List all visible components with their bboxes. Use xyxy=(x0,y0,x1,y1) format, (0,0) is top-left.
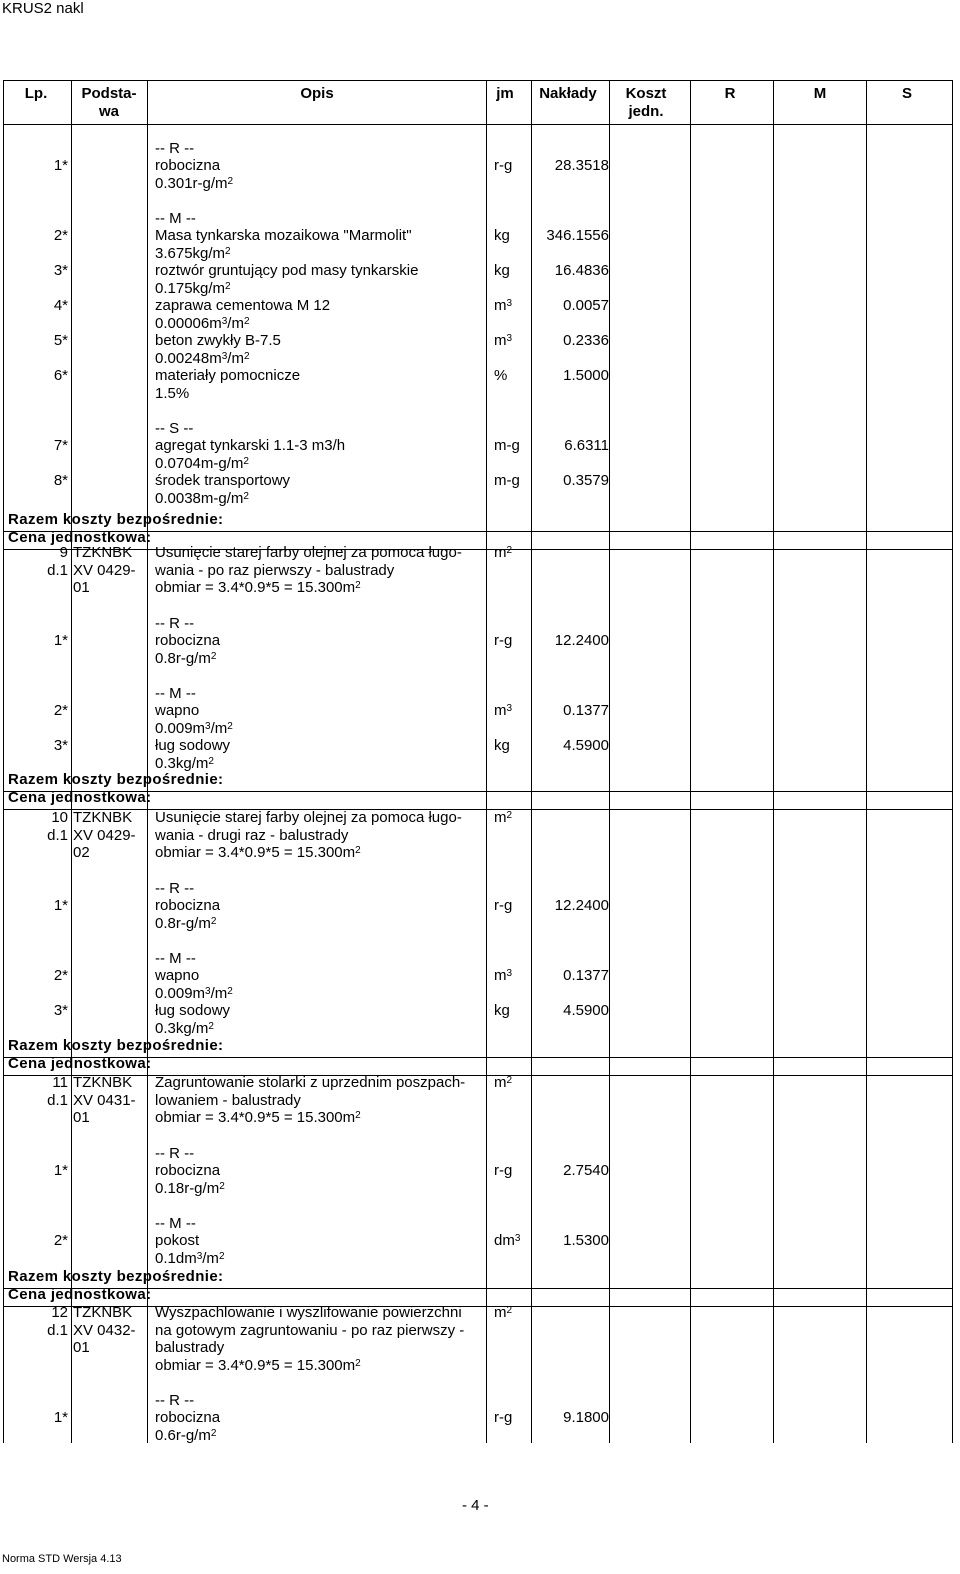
position-10-item-1-lp: 1* xyxy=(53,897,68,914)
header-koszt: Koszt xyxy=(625,85,667,102)
item-3-name: roztwór gruntujący pod masy tynkarskie xyxy=(155,262,419,279)
position-10-item-2-unit: $m^3$ xyxy=(494,967,513,984)
position-9-basis-0: TZKNBK xyxy=(73,544,133,561)
item-1-amount: 28.3518 xyxy=(554,157,609,174)
summary-cena-4: Cena jednostkowa: xyxy=(8,1285,152,1303)
position-10-number: 10 xyxy=(51,809,68,826)
position-12-basis-1: XV 0432- xyxy=(73,1321,136,1339)
item-5-unit: $m^3$ xyxy=(494,332,513,349)
item-4-norm: $0.00006m^3/m^2$ xyxy=(155,314,250,332)
item-3-unit: kg xyxy=(494,262,510,279)
position-9-item-2-name: wapno xyxy=(155,702,200,719)
position-10-desc-1: wania - drugi raz - balustrady xyxy=(155,826,349,844)
position-9-item-1-norm: $0.8r-g/m^2$ xyxy=(155,649,217,667)
item-6-amount: 1.5000 xyxy=(563,367,609,384)
position-11-item-1-norm: $0.18r-g/m^2$ xyxy=(155,1179,225,1197)
item-5-amount: 0.2336 xyxy=(563,332,609,349)
item-2-lp: 2* xyxy=(53,227,68,244)
header-bottom-border xyxy=(3,124,952,125)
position-10-item-2-name: wapno xyxy=(155,967,200,984)
position-11-item-1-unit: r-g xyxy=(494,1162,513,1179)
item-2-group-label: -- M -- xyxy=(155,209,196,227)
position-10-item-1-amount: 12.2400 xyxy=(554,897,609,914)
position-10-item-2-amount: 0.1377 xyxy=(563,967,609,984)
summary-cena-1: Cena jednostkowa: xyxy=(8,528,152,546)
position-10-obmiar: obmiar = $3.4*0.9*5 = 15.300m^2$ xyxy=(155,844,361,861)
position-9-basis-2: 01 xyxy=(73,579,90,596)
position-9-sub: d.1 xyxy=(47,561,68,579)
position-10-basis-1: XV 0429- xyxy=(73,826,136,844)
item-4-unit: $m^3$ xyxy=(494,297,513,314)
position-11-item-2-lp: 2* xyxy=(53,1232,68,1249)
header-jm: jm xyxy=(496,85,514,102)
summary-line-2-4 xyxy=(3,1306,952,1307)
item-3-norm: $0.175kg/m^2$ xyxy=(155,279,231,297)
position-10-item-2-norm: $0.009m^3/m^2$ xyxy=(155,984,233,1002)
item-5-lp: 5* xyxy=(53,332,68,349)
position-9-item-2-group-label: -- M -- xyxy=(155,684,196,702)
grid-col-2 xyxy=(147,80,148,1443)
position-12-item-1-name: robocizna xyxy=(155,1409,221,1426)
position-10-item-3-amount: 4.5900 xyxy=(563,1002,609,1019)
header-m: M xyxy=(813,85,827,102)
position-9-item-1-amount: 12.2400 xyxy=(554,632,609,649)
item-8-name: środek transportowy xyxy=(155,472,291,489)
position-9-item-3-norm: $0.3kg/m^2$ xyxy=(155,754,214,772)
grid-col-4 xyxy=(531,80,532,1443)
position-9-desc-0: Usunięcie starej farby olejnej za pomoca ługo- xyxy=(155,544,462,561)
header-podstawa: Podsta- xyxy=(81,85,137,102)
item-6-unit: % xyxy=(494,367,508,384)
grid-col-5 xyxy=(609,80,610,1443)
item-7-lp: 7* xyxy=(53,437,68,454)
document-title: KRUS2 nakl xyxy=(2,0,84,17)
position-12-sub: d.1 xyxy=(47,1321,68,1339)
summary-razem-4: Razem koszty bezpośrednie: xyxy=(8,1268,224,1285)
position-12-item-1-amount: 9.1800 xyxy=(563,1409,609,1426)
item-8-lp: 8* xyxy=(53,472,68,489)
position-9-item-2-unit: $m^3$ xyxy=(494,702,513,719)
summary-razem-1: Razem koszty bezpośrednie: xyxy=(8,511,224,528)
position-10-item-3-norm: $0.3kg/m^2$ xyxy=(155,1019,214,1037)
item-8-amount: 0.3579 xyxy=(563,472,609,489)
item-8-unit: m-g xyxy=(494,472,520,489)
position-10-item-1-unit: r-g xyxy=(494,897,513,914)
header-podstawa-2: wa xyxy=(98,103,119,120)
position-9-unit: $m^2$ xyxy=(494,544,513,561)
item-2-amount: 346.1556 xyxy=(546,227,609,244)
item-7-group-label: -- S -- xyxy=(155,419,194,437)
position-11-item-2-amount: 1.5300 xyxy=(563,1232,609,1249)
header-koszt-2: jedn. xyxy=(628,103,664,120)
position-9-item-2-norm: $0.009m^3/m^2$ xyxy=(155,719,233,737)
summary-line-2-1 xyxy=(3,549,952,550)
item-2-norm: $3.675kg/m^2$ xyxy=(155,244,231,262)
position-9-item-1-unit: r-g xyxy=(494,632,513,649)
summary-cena-3: Cena jednostkowa: xyxy=(8,1054,152,1072)
summary-razem-2: Razem koszty bezpośrednie: xyxy=(8,771,224,788)
summary-razem-3: Razem koszty bezpośrednie: xyxy=(8,1037,224,1054)
position-12-item-1-unit: r-g xyxy=(494,1409,513,1426)
item-3-lp: 3* xyxy=(53,262,68,279)
position-11-item-1-group-label: -- R -- xyxy=(155,1144,195,1162)
item-1-name: robocizna xyxy=(155,157,221,174)
header-s: S xyxy=(901,85,912,102)
position-9-item-3-unit: kg xyxy=(494,737,510,754)
position-9-item-2-lp: 2* xyxy=(53,702,68,719)
header-top-border xyxy=(3,80,952,81)
grid-col-8 xyxy=(866,80,867,1443)
position-9-item-1-group-label: -- R -- xyxy=(155,614,195,632)
item-8-norm: $0.0038m-g/m^2$ xyxy=(155,489,249,507)
item-7-name: agregat tynkarski 1.1-3 m3/h xyxy=(155,437,346,454)
item-4-amount: 0.0057 xyxy=(563,297,609,314)
position-10-item-1-norm: $0.8r-g/m^2$ xyxy=(155,914,217,932)
position-10-item-2-group-label: -- M -- xyxy=(155,949,196,967)
position-11-number: 11 xyxy=(52,1074,68,1091)
position-11-unit: $m^2$ xyxy=(494,1074,513,1091)
item-4-lp: 4* xyxy=(53,297,68,314)
position-9-item-3-name: ług sodowy xyxy=(155,737,231,754)
position-10-unit: $m^2$ xyxy=(494,809,513,826)
grid-col-9 xyxy=(952,80,953,1443)
position-10-item-1-group-label: -- R -- xyxy=(155,879,195,897)
item-1-unit: r-g xyxy=(494,157,513,174)
header-r: R xyxy=(724,85,736,102)
position-12-item-1-norm: $0.6r-g/m^2$ xyxy=(155,1426,217,1444)
position-9-item-1-name: robocizna xyxy=(155,632,221,649)
position-12-number: 12 xyxy=(51,1304,68,1321)
item-1-group-label: -- R -- xyxy=(155,139,195,157)
position-9-item-3-lp: 3* xyxy=(53,737,68,754)
summary-cena-2: Cena jednostkowa: xyxy=(8,788,152,806)
item-1-lp: 1* xyxy=(53,157,68,174)
position-9-desc-1: wania - po raz pierwszy - balustrady xyxy=(155,561,395,579)
position-11-item-2-norm: $0.1dm^3/m^2$ xyxy=(155,1249,225,1267)
item-7-amount: 6.6311 xyxy=(564,437,609,454)
position-10-item-2-lp: 2* xyxy=(53,967,68,984)
position-12-basis-2: 01 xyxy=(73,1339,90,1356)
position-11-basis-1: XV 0431- xyxy=(73,1091,136,1109)
position-11-desc-1: lowaniem - balustrady xyxy=(155,1091,301,1109)
position-10-item-1-name: robocizna xyxy=(155,897,221,914)
position-12-desc-2: balustrady xyxy=(155,1339,225,1356)
header-opis: Opis xyxy=(300,85,334,102)
item-5-name: beton zwykły B-7.5 xyxy=(155,332,281,349)
position-11-basis-0: TZKNBK xyxy=(73,1074,133,1091)
position-10-desc-0: Usunięcie starej farby olejnej za pomoca ługo- xyxy=(155,809,462,826)
item-6-norm: 1.5% xyxy=(155,384,190,402)
item-2-name: Masa tynkarska mozaikowa "Marmolit" xyxy=(155,227,412,244)
footer-version: Norma STD Wersja 4.13 xyxy=(2,1553,122,1565)
position-9-item-1-lp: 1* xyxy=(53,632,68,649)
position-11-desc-0: Zagruntowanie stolarki z uprzednim poszpach- xyxy=(155,1074,466,1091)
position-9-obmiar: obmiar = $3.4*0.9*5 = 15.300m^2$ xyxy=(155,579,361,596)
grid-col-0 xyxy=(3,80,4,1443)
position-12-basis-0: TZKNBK xyxy=(73,1304,133,1321)
position-9-item-2-amount: 0.1377 xyxy=(563,702,609,719)
position-10-item-3-name: ług sodowy xyxy=(155,1002,231,1019)
item-5-norm: $0.00248m^3/m^2$ xyxy=(155,349,250,367)
position-10-basis-0: TZKNBK xyxy=(73,809,133,826)
position-11-item-1-lp: 1* xyxy=(53,1162,68,1179)
position-11-basis-2: 01 xyxy=(73,1109,90,1126)
position-9-number: 9 xyxy=(59,544,68,561)
page-number: - 4 - xyxy=(462,1497,489,1514)
header-naklady: Nakłady xyxy=(539,85,597,102)
position-12-unit: $m^2$ xyxy=(494,1304,513,1321)
position-12-obmiar: obmiar = $3.4*0.9*5 = 15.300m^2$ xyxy=(155,1356,361,1374)
summary-line-2-2 xyxy=(3,809,952,810)
summary-line-2-3 xyxy=(3,1075,952,1076)
position-9-item-3-amount: 4.5900 xyxy=(563,737,609,754)
position-11-obmiar: obmiar = $3.4*0.9*5 = 15.300m^2$ xyxy=(155,1109,361,1126)
position-10-sub: d.1 xyxy=(47,826,68,844)
position-10-item-3-lp: 3* xyxy=(53,1002,68,1019)
position-11-item-2-unit: $dm^3$ xyxy=(494,1232,521,1249)
grid-col-1 xyxy=(71,80,72,1443)
item-6-lp: 6* xyxy=(53,367,68,384)
position-12-item-1-lp: 1* xyxy=(53,1409,68,1426)
item-6-name: materiały pomocnicze xyxy=(155,367,301,384)
position-10-basis-2: 02 xyxy=(73,844,90,861)
position-12-desc-0: Wyszpachlowanie i wyszlifowanie powierzchni xyxy=(155,1304,462,1321)
position-11-sub: d.1 xyxy=(47,1091,68,1109)
grid-col-3 xyxy=(486,80,487,1443)
position-12-desc-1: na gotowym zagruntowaniu - po raz pierwszy - xyxy=(155,1321,465,1339)
position-11-item-1-name: robocizna xyxy=(155,1162,221,1179)
position-12-item-1-group-label: -- R -- xyxy=(155,1391,195,1409)
grid-col-6 xyxy=(690,80,691,1443)
grid-col-7 xyxy=(773,80,774,1443)
item-4-name: zaprawa cementowa M 12 xyxy=(155,297,331,314)
item-7-unit: m-g xyxy=(494,437,520,454)
position-11-item-2-group-label: -- M -- xyxy=(155,1214,196,1232)
item-2-unit: kg xyxy=(494,227,510,244)
item-1-norm: $0.301r-g/m^2$ xyxy=(155,174,234,192)
position-9-basis-1: XV 0429- xyxy=(73,561,136,579)
position-11-item-1-amount: 2.7540 xyxy=(563,1162,609,1179)
item-3-amount: 16.4836 xyxy=(554,262,609,279)
position-10-item-3-unit: kg xyxy=(494,1002,510,1019)
position-11-item-2-name: pokost xyxy=(155,1232,200,1249)
item-7-norm: $0.0704m-g/m^2$ xyxy=(155,454,249,472)
header-lp: Lp. xyxy=(24,85,48,102)
